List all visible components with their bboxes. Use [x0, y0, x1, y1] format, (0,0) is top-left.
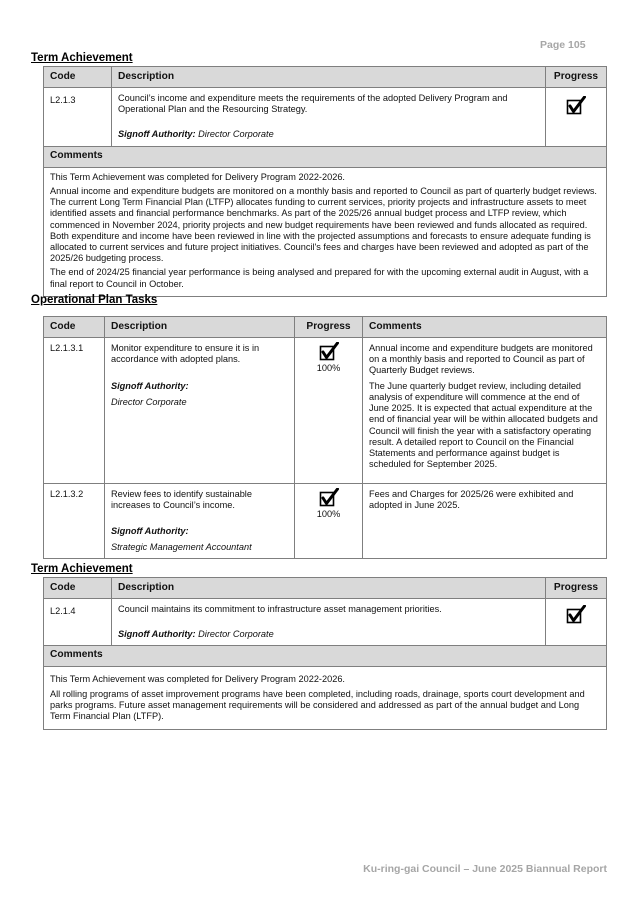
term-achievement-table-1	[43, 66, 607, 297]
header-progress: Progress	[295, 317, 363, 338]
operational-plan-tasks-table	[43, 316, 607, 559]
task-code: L2.1.3.2	[44, 484, 105, 559]
task-comments-cell	[363, 338, 607, 484]
term-description-cell	[112, 599, 546, 646]
progress-cell	[546, 88, 607, 147]
task-description-cell	[105, 338, 295, 484]
progress-percent: 100%	[316, 363, 341, 373]
term-code: L2.1.3	[44, 88, 112, 147]
comment-paragraph: Fees and Charges for 2025/26 were exhibited and adopted in June 2025.	[369, 489, 574, 511]
signoff-authority	[118, 129, 539, 140]
header-comments: Comments	[363, 317, 607, 338]
comment-paragraph: The June quarterly budget review, including detailed analysis of expenditure will commence at the end of June 2025. It is expected that actual expenditure at the end of financial year will be within allocated budgets and Council will finish the year with a satisfactory operating result. A detailed report to Council on the Financial Statements and performance against budget is scheduled for September 2025.	[369, 380, 598, 470]
comments-header: Comments	[44, 646, 607, 667]
comments-header: Comments	[44, 146, 607, 167]
checked-box-icon	[319, 488, 339, 508]
comment-paragraph: All rolling programs of asset improvement programs have been completed, including roads, drainage, sports court development and parks programs. Future asset management requirements will be considered and addressed as part of the annual budget and Long Term Financial Plan (LTFP).	[50, 688, 585, 722]
comments-body	[44, 167, 607, 296]
header-progress: Progress	[546, 67, 607, 88]
header-code: Code	[44, 578, 112, 599]
report-footer: Ku-ring-gai Council – June 2025 Biannual Report	[363, 863, 607, 875]
task-comments-cell	[363, 484, 607, 559]
term-description: Council’s income and expenditure meets the requirements of the adopted Delivery Program and Operational Plan and the Resourcing Strategy.	[118, 93, 508, 115]
comment-paragraph: This Term Achievement was completed for Delivery Program 2022-2026.	[50, 171, 345, 182]
comment-paragraph: This Term Achievement was completed for Delivery Program 2022-2026.	[50, 674, 345, 685]
signoff-value: Director Corporate	[198, 129, 274, 140]
comment-paragraph: Annual income and expenditure budgets are monitored on a monthly basis and reported to Council as part of quarterly budget reviews. The current Long Term Financial Plan (LTFP) allocates funding to current services, priority projects and infrastructure assets to meet identified assets and financial performance benchmarks. As part of the 2025/26 annual budget process and LTFP review, which commenced in November 2024, priority projects and new budget requirements have been reviewed and funds allocated as required. Both expenditure and income have been reviewed in line with the projected assumptions and forecasts to ensure adequate funding is allocated to current services and future project initiatives. Council's fees and charges have been reviewed and adopted as part of the 2025/26 budgeting process.	[50, 185, 597, 264]
progress-percent: 100%	[316, 509, 341, 519]
checked-box-icon	[566, 96, 586, 116]
task-row	[44, 338, 607, 484]
task-description-cell	[105, 484, 295, 559]
signoff-label: Signoff Authority:	[111, 526, 189, 537]
checked-box-icon	[319, 342, 339, 362]
term-achievement-table-2	[43, 577, 607, 730]
term-description: Council maintains its commitment to infrastructure asset management priorities.	[118, 604, 442, 614]
signoff-label: Signoff Authority:	[111, 381, 189, 392]
header-description: Description	[105, 317, 295, 338]
signoff-label: Signoff Authority:	[118, 629, 196, 640]
comments-body	[44, 667, 607, 730]
signoff-value: Strategic Management Accountant	[111, 541, 252, 552]
comment-paragraph: Annual income and expenditure budgets are monitored on a monthly basis and reported to Council as part of Quarterly Budget reviews.	[369, 343, 593, 376]
term-description-cell	[112, 88, 546, 147]
section-title-term-achievement: Term Achievement	[31, 52, 133, 64]
term-code: L2.1.4	[44, 599, 112, 646]
task-description: Monitor expenditure to ensure it is in accordance with adopted plans.	[111, 343, 260, 365]
header-description: Description	[112, 578, 546, 599]
header-code: Code	[44, 317, 105, 338]
header-code: Code	[44, 67, 112, 88]
header-description: Description	[112, 67, 546, 88]
signoff-value: Director Corporate	[198, 629, 274, 640]
comment-paragraph: The end of 2024/25 financial year performance is being analysed and prepared for with the upcoming external audit in August, with a final report to Council in October.	[50, 267, 589, 289]
signoff-label: Signoff Authority:	[118, 129, 196, 140]
signoff-authority	[118, 629, 539, 640]
page-number: Page 105	[540, 39, 586, 51]
signoff-value: Director Corporate	[111, 396, 187, 407]
section-title-operational-plan-tasks: Operational Plan Tasks	[31, 294, 158, 306]
task-code: L2.1.3.1	[44, 338, 105, 484]
checked-box-icon	[566, 605, 586, 625]
progress-cell	[295, 484, 363, 559]
header-progress: Progress	[546, 578, 607, 599]
task-description: Review fees to identify sustainable increases to Council’s income.	[111, 489, 252, 511]
section-title-term-achievement: Term Achievement	[31, 563, 133, 575]
progress-cell	[295, 338, 363, 484]
task-row	[44, 484, 607, 559]
progress-cell	[546, 599, 607, 646]
